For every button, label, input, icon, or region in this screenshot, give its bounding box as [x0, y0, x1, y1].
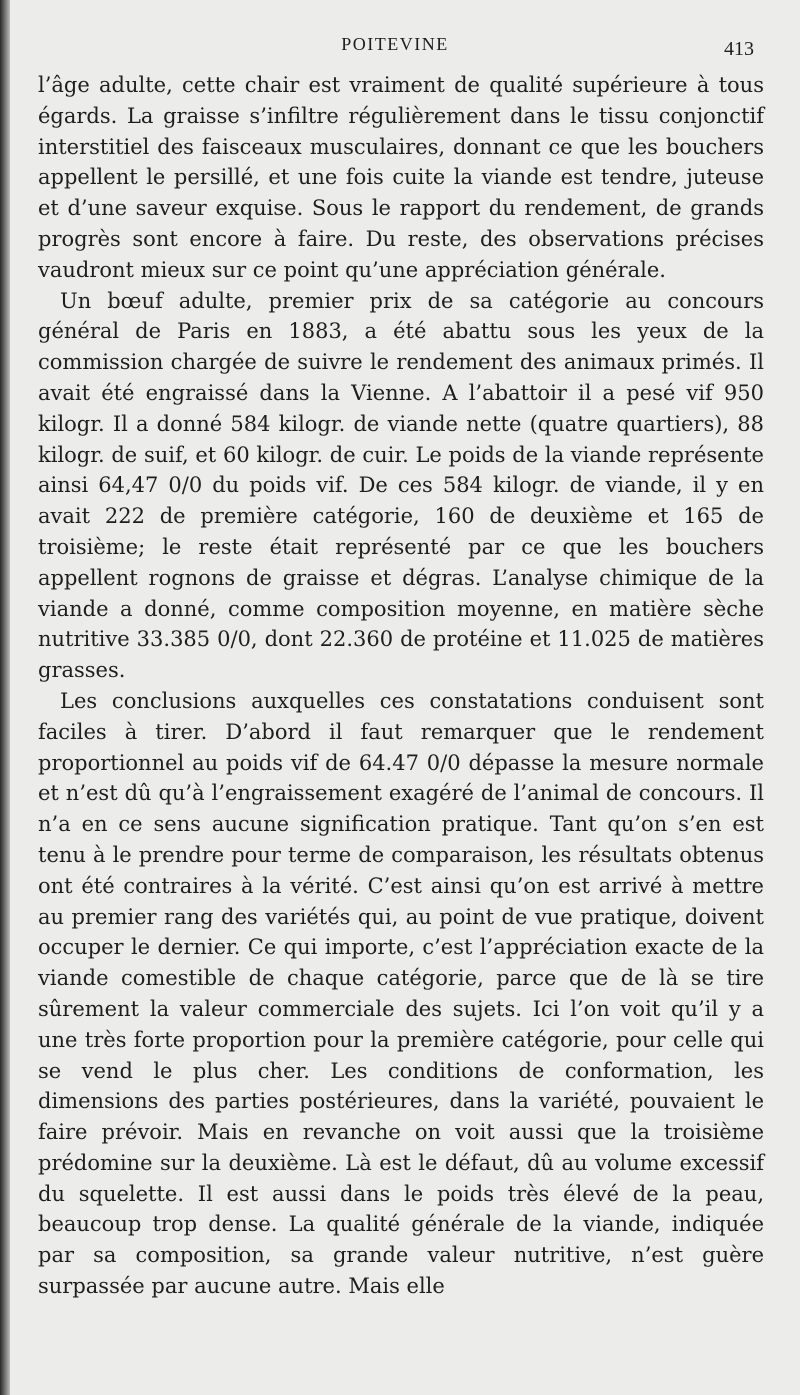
paragraph-bœuf-adulte: Un bœuf adulte, premier prix de sa catégorie au concours général de Paris en 1883, a été abattu sous les yeux de la commission chargée de suivre le rendement des animaux primés. Il avait été engraissé dans la Vienne. A l’abattoir il a pesé vif 950 kilogr. Il a donné 584 kilogr. de viande nette (quatre quartiers), 88 kilogr. de suif, et 60 kilogr. de cuir. Le poids de la viande représente ainsi 64,47 0/0 du poids vif. De ces 584 kilogr. de viande, il y en avait 222 de première catégorie, 160 de deuxième et 165 de troisième; le reste était représenté par ce que les bouchers appellent rognons de graisse et dégras. L’analyse chimique de la viande a donné, comme composition moyenne, en matière sèche nutritive 33.385 0/0, dont 22.360 de protéine et 11.025 de matières grasses. — [38, 288, 764, 683]
page-header — [36, 30, 754, 66]
body-text — [38, 70, 764, 1302]
paragraph-conclusions: Les conclusions auxquelles ces constatations conduisent sont faciles à tirer. D’abord il faut remarquer que le rendement proportionnel au poids vif de 64.47 0/0 dépasse la mesure normale et n’est dû qu’à l’engraissement exagéré de l’animal de concours. Il n’a en ce sens aucune signification pratique. Tant qu’on s’en est tenu à le prendre pour terme de comparaison, les résultats obtenus ont été contraires à la vérité. C’est ainsi qu’on est arrivé à mettre au premier rang des variétés qui, au point de vue pratique, doivent occuper le dernier. Ce qui importe, c’est l’appréciation exacte de la viande comestible de chaque catégorie, parce que de là se tire sûrement la valeur commerciale des sujets. Ici l’on voit qu’il y a une très forte proportion pour la première catégorie, pour celle qui se vend le plus cher. Les conditions de conformation, les dimensions des parties postérieures, dans la variété, pouvaient le faire prévoir. Mais en revanche on voit aussi que la troisième prédomine sur la deuxième. Là est le défaut, dû au volume excessif du squelette. Il est aussi dans le poids très élevé de la peau, beaucoup trop dense. La qualité générale de la viande, indiquée par sa composition, sa grande valeur nutritive, n’est guère surpassée par aucune autre. Mais elle — [38, 688, 764, 1299]
running-head: POITEVINE — [341, 34, 449, 54]
page-shadow-edge — [0, 0, 10, 1395]
page-number: 413 — [724, 38, 754, 60]
paragraph-continuation: l’âge adulte, cette chair est vraiment de qualité supérieure à tous égards. La graisse s’infiltre régulièrement dans le tissu conjonctif interstitiel des faisceaux musculaires, donnant ce que les bouchers appellent le persillé, et une fois cuite la viande est tendre, juteuse et d’une saveur exquise. Sous le rapport du rendement, de grands progrès sont encore à faire. Du reste, des observations précises vaudront mieux sur ce point qu’une appréciation générale. — [38, 73, 764, 282]
